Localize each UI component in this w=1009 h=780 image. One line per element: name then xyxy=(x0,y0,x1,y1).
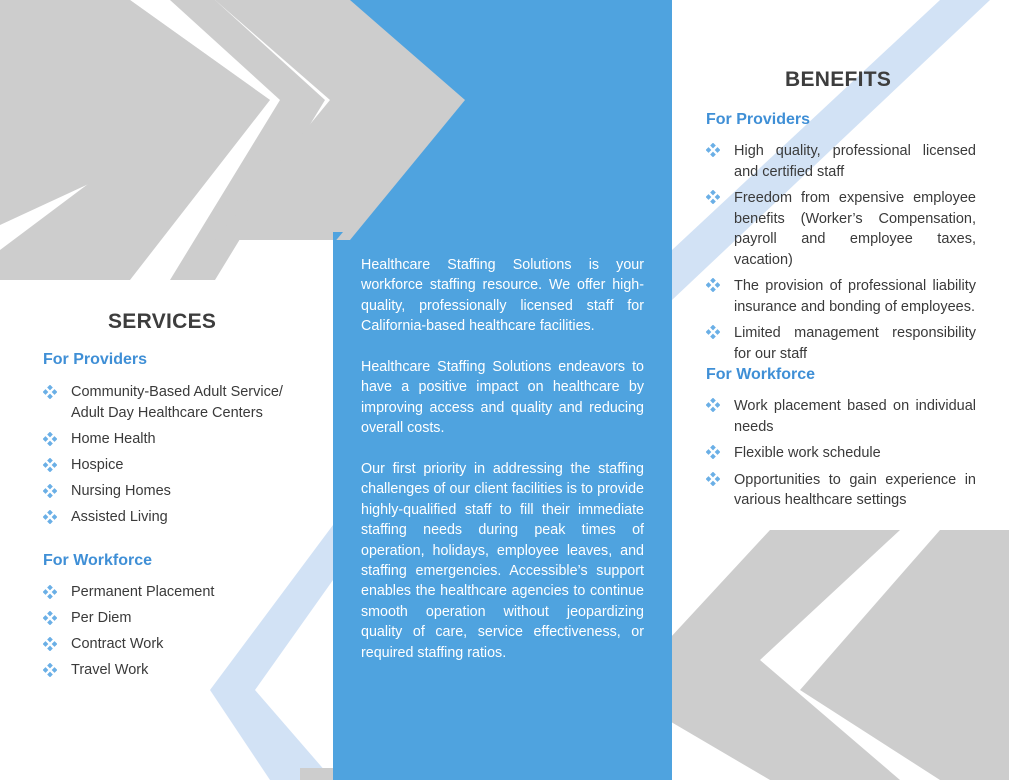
services-providers-list xyxy=(43,382,313,533)
list-item xyxy=(706,141,976,182)
benefits-providers-list xyxy=(706,141,976,370)
diamond-bullet-icon xyxy=(706,445,720,459)
about-panel xyxy=(333,0,672,780)
list-item-text: Per Diem xyxy=(71,610,132,627)
list-item-text: Community-Based Adult Service/ Adult Day Healthcare Centers xyxy=(71,384,283,421)
list-item xyxy=(43,382,313,423)
diamond-bullet-icon xyxy=(43,484,57,498)
list-item xyxy=(43,481,313,502)
list-item xyxy=(706,443,976,464)
list-item-text: Freedom from expensive employee benefits (Worker’s Compensation, payroll and employee taxes, vacation) xyxy=(734,190,976,268)
diamond-bullet-icon xyxy=(43,458,57,472)
list-item-text: Home Health xyxy=(71,430,156,447)
list-item-text: High quality, professional licensed and certified staff xyxy=(734,143,976,180)
diamond-bullet-icon xyxy=(43,611,57,625)
benefits-providers-heading: For Providers xyxy=(706,111,811,128)
list-item xyxy=(706,323,976,364)
list-item-text: The provision of professional liability insurance and bonding of employees. xyxy=(734,278,976,315)
benefits-title: BENEFITS xyxy=(785,68,892,91)
diamond-bullet-icon xyxy=(43,663,57,677)
list-item xyxy=(43,429,313,450)
list-item-text: Opportunities to gain experience in various healthcare settings xyxy=(734,471,976,508)
benefits-workforce-heading: For Workforce xyxy=(706,366,816,383)
diamond-bullet-icon xyxy=(706,325,720,339)
services-panel xyxy=(0,0,333,780)
diamond-bullet-icon xyxy=(706,472,720,486)
about-paragraph: Our first priority in addressing the staffing challenges of our client facilities is to provide highly-qualified staff to fill their immediate staffing needs during peak times of operation, holidays, employee leaves, and staffing emergencies. Accessible’s support enables the healthcare agencies to continue smooth operation without jeopardizing quality of care, service effectiveness, or required staffing ratios. xyxy=(361,461,644,661)
diamond-bullet-icon xyxy=(43,510,57,524)
list-item xyxy=(706,276,976,317)
diamond-bullet-icon xyxy=(706,398,720,412)
diamond-bullet-icon xyxy=(706,190,720,204)
list-item xyxy=(706,188,976,270)
list-item xyxy=(706,470,976,511)
benefits-workforce-list xyxy=(706,396,976,517)
list-item-text: Limited management responsibility for our staff xyxy=(734,325,976,362)
list-item xyxy=(43,455,313,476)
diamond-bullet-icon xyxy=(43,637,57,651)
list-item-text: Assisted Living xyxy=(71,508,168,525)
list-item-text: Work placement based on individual needs xyxy=(734,398,976,435)
list-item xyxy=(43,608,313,629)
list-item-text: Flexible work schedule xyxy=(734,445,881,461)
services-title: SERVICES xyxy=(108,310,217,333)
benefits-panel xyxy=(672,0,1009,780)
list-item xyxy=(706,396,976,437)
about-paragraph: Healthcare Staffing Solutions is your workforce staffing resource. We offer high-quality, professionally licensed staff for California-based healthcare facilities. xyxy=(361,257,644,335)
list-item-text: Nursing Homes xyxy=(71,482,171,499)
diamond-bullet-icon xyxy=(43,585,57,599)
about-paragraph: Healthcare Staffing Solutions endeavors to have a positive impact on healthcare by improving access and quality and reducing overall costs. xyxy=(361,359,644,437)
list-item-text: Travel Work xyxy=(71,662,149,679)
list-item xyxy=(43,582,313,603)
list-item xyxy=(43,634,313,655)
diamond-bullet-icon xyxy=(43,432,57,446)
diamond-bullet-icon xyxy=(706,143,720,157)
list-item-text: Permanent Placement xyxy=(71,584,215,600)
list-item-text: Contract Work xyxy=(71,636,164,653)
list-item-text: Hospice xyxy=(71,456,124,473)
diamond-bullet-icon xyxy=(43,385,57,399)
list-item xyxy=(43,507,313,528)
services-workforce-list xyxy=(43,582,313,686)
list-item xyxy=(43,660,313,681)
services-workforce-heading: For Workforce xyxy=(43,552,153,569)
diamond-bullet-icon xyxy=(706,278,720,292)
services-providers-heading: For Providers xyxy=(43,351,148,368)
